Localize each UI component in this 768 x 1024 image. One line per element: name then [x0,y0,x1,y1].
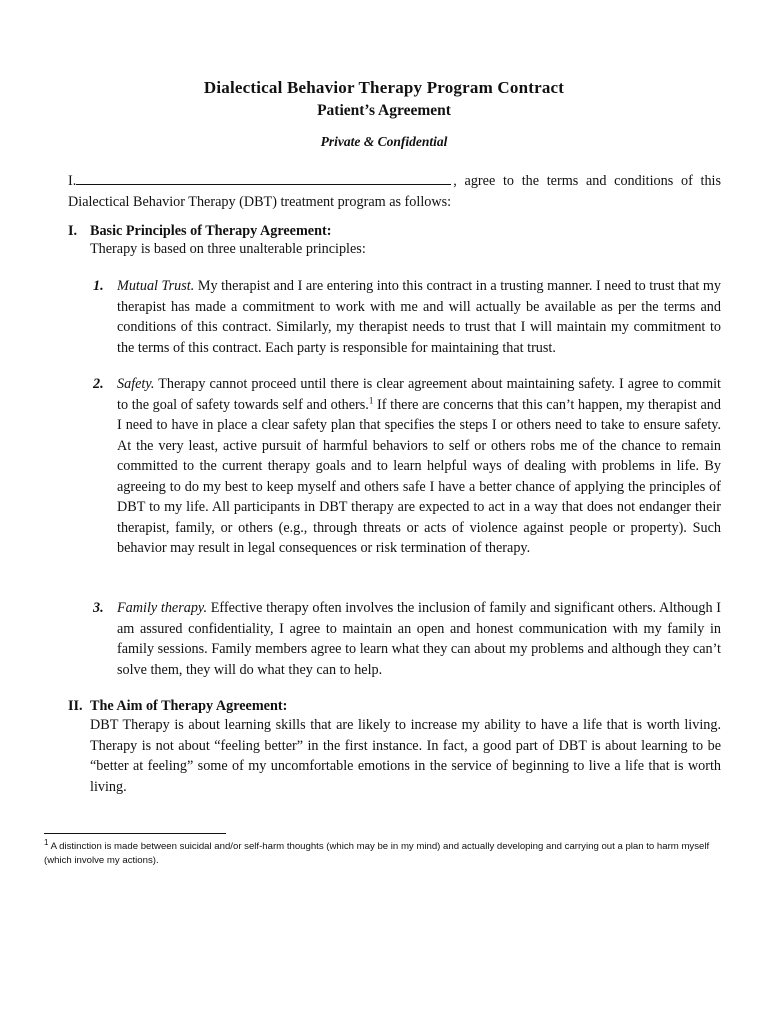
footnote [44,837,724,868]
section-title: Basic Principles of Therapy Agreement: [90,223,332,239]
item-number: 2. [93,376,104,392]
name-blank-line[interactable] [76,170,451,185]
section-number: II. [68,698,83,714]
section-aim-of-therapy [68,697,721,797]
item-number: 1. [93,278,104,294]
item-body: Effective therapy often involves the inclusion of family and significant others. Although I am assured confidentiality, I agree to maintain an open and honest communication with my family in family sessions. Family members agree to learn what they can about my problems and although they can’t solve them, they will do what they can to help. [117,600,721,678]
document-subtitle: Patient’s Agreement [317,102,451,119]
item-body-part-2: If there are concerns that this can’t happen, my therapist and I need to have in place a clear safety plan that specifies the steps I or others need to take to ensure safety. At the very least, active pursuit of harmful behaviors to self or others robs me of the chance to remain committed to the current therapy goals and to learn helpful ways of dealing with problems in life. By agreeing to do my best to keep myself and others safe I have a better chance of applying the principles of DBT to my life. All participants in DBT therapy are expected to act in a way that does not endanger their therapist, family, or others (e.g., through threats or acts of violence against people or property). Such behavior may result in legal consequences or risk termination of therapy. [117,396,721,556]
intro-line-1 [68,170,721,192]
section-number: I. [68,223,78,239]
footnote-divider [44,833,226,834]
footnote-text: A distinction is made between suicidal and/or self-harm thoughts (which may be in my mind) and actually developing and carrying out a plan to harm myself (which involve my actions). [44,841,710,866]
item-term: Mutual Trust. [117,278,195,294]
intro-line-1-rest: , agree to the terms and conditions of this [453,173,721,189]
section-heading [68,697,721,715]
item-number: 3. [93,600,104,616]
section-lead: Therapy is based on three unalterable principles: [90,241,366,257]
intro-prefix: I. [68,173,77,189]
item-term: Family therapy. [117,600,207,616]
item-term: Safety. [117,376,155,392]
section-heading [68,222,721,240]
section-paragraph: DBT Therapy is about learning skills that are likely to increase my ability to have a life that is worth living. Therapy is not about “feeling better” in the first instance. In fact, a good part of DBT is about learning to be “better at feeling” some of my uncomfortable emotions in the service of beginning to live a life that is worth living. [90,717,721,795]
intro-line-2: Dialectical Behavior Therapy (DBT) treatment program as follows: [68,193,452,210]
principle-item-family-therapy [93,598,721,680]
confidential-label: Private & Confidential [320,134,448,149]
item-body-part-1: Therapy cannot proceed until there is clear agreement about maintaining safety. I agree to commit to the goal of safety towards self and others. [117,376,721,413]
section-basic-principles [68,222,721,258]
intro-paragraph [68,170,721,212]
item-text [117,598,721,680]
item-text [117,374,721,559]
footnote-number: 1 [44,837,49,847]
principle-item-mutual-trust [93,276,721,358]
item-text [117,276,721,358]
footnote-reference[interactable]: 1 [368,394,374,405]
principle-item-safety [93,374,721,559]
document-title: Dialectical Behavior Therapy Program Contract [203,78,565,97]
item-body: My therapist and I are entering into this contract in a trusting manner. I need to trust that my therapist has made a commitment to work with me and will actually be available as per the terms and conditions of this contract. Similarly, my therapist needs to trust that I will maintain my commitment to the terms of this contract. Each party is responsible for maintaining that trust. [117,278,721,356]
section-title: The Aim of Therapy Agreement: [90,698,288,714]
